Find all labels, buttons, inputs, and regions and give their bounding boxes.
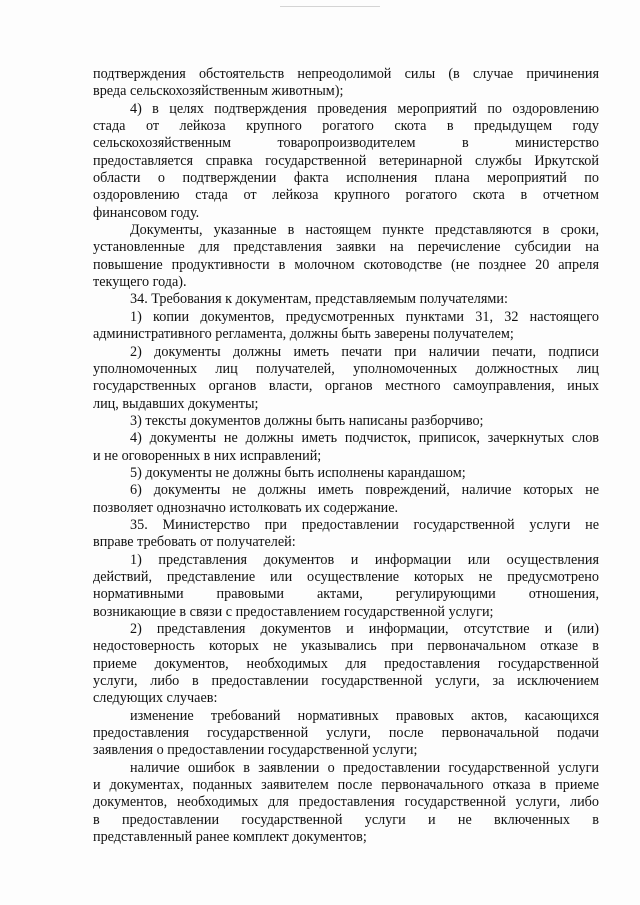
text-line: вправе требовать от получателей: (93, 534, 296, 551)
text-line: заявления о предоставлении государственной услуги; (93, 742, 418, 759)
text-line: 5) документы не должны быть исполнены карандашом; (130, 464, 466, 481)
text-line: текущего года). (93, 274, 187, 291)
text-line: в предоставлении государственной услуги и не включенных в (93, 811, 599, 828)
text-line: следующих случаев: (93, 690, 218, 707)
text-line: финансовом году. (93, 204, 200, 221)
paragraph (93, 66, 599, 101)
text-line: 6) документы не должны иметь повреждений, наличие которых не (130, 482, 599, 499)
text-line: действий, представление или осуществление которых не предусмотрено (93, 568, 599, 585)
text-line: административного регламента, должны быть заверены получателем; (93, 326, 514, 343)
text-line: и не оговоренных в них исправлений; (93, 447, 322, 464)
document-body (93, 66, 599, 846)
paragraph (93, 621, 599, 708)
text-line: наличие ошибок в заявлении о предоставлении государственной услуги (130, 759, 599, 776)
paragraph (93, 344, 599, 413)
text-line: представленный ранее комплект документов; (93, 829, 367, 846)
text-line: услуги, либо в предоставлении государственной услуги, за исключением (93, 673, 599, 690)
text-line: области о подтверждении факта исполнения плана мероприятий по (93, 170, 599, 187)
text-line: предоставляется справка государственной ветеринарной службы Иркутской (93, 152, 599, 169)
text-line: 34. Требования к документам, представляемым получателями: (130, 291, 508, 308)
text-line: 2) документы должны иметь печати при наличии печати, подписи (130, 343, 599, 360)
text-line: изменение требований нормативных правовых актов, касающихся (130, 707, 599, 724)
paragraph (93, 708, 599, 760)
paragraph (93, 291, 599, 308)
text-line: повышение продуктивности в молочном скотоводстве (не позднее 20 апреля (93, 256, 599, 273)
paragraph (93, 552, 599, 621)
text-line: 1) представления документов и информации или осуществления (130, 551, 599, 568)
paragraph (93, 101, 599, 222)
text-line: Документы, указанные в настоящем пункте представляются в сроки, (130, 222, 599, 239)
text-line: оздоровлению стада от лейкоза крупного рогатого скота в отчетном (93, 187, 599, 204)
text-line: 2) представления документов и информации, отсутствие и (или) (130, 621, 599, 637)
text-line: 3) тексты документов должны быть написаны разборчиво; (130, 412, 484, 429)
paragraph (93, 413, 599, 430)
text-line: установленные для представления заявки на перечисление субсидии на (93, 239, 599, 256)
text-line: 1) копии документов, предусмотренных пунктами 31, 32 настоящего (130, 308, 599, 325)
text-line: документов, необходимых для предоставления государственной услуги, либо (93, 794, 599, 811)
text-line: уполномоченных лиц получателей, уполномоченных должностных лиц (93, 360, 599, 377)
paragraph (93, 309, 599, 344)
text-line: возникающие в связи с предоставлением государственной услуги; (93, 603, 494, 620)
scan-edge-line (280, 6, 380, 7)
paragraph (93, 517, 599, 552)
paragraph (93, 760, 599, 847)
paragraph (93, 482, 599, 517)
paragraph (93, 222, 599, 291)
text-line: стада от лейкоза крупного рогатого скота в предыдущем году (93, 118, 599, 135)
text-line: вреда сельскохозяйственным животным); (93, 83, 344, 100)
text-line: и документах, поданных заявителем после первоначального отказа в приеме (93, 777, 599, 794)
text-line: подтверждения обстоятельств непреодолимой силы (в случае причинения (93, 66, 599, 82)
text-line: 4) в целях подтверждения проведения мероприятий по оздоровлению (130, 100, 599, 117)
text-line: приеме документов, необходимых для предоставления государственной (93, 655, 599, 672)
paragraph (93, 430, 599, 465)
text-line: сельскохозяйственным товаропроизводителем в министерство (93, 135, 599, 152)
text-line: недостоверность которых не указывались при первоначальном отказе в (93, 638, 599, 655)
text-line: нормативными правовыми актами, регулирующими отношения, (93, 586, 599, 603)
text-line: государственных органов власти, органов местного самоуправления, иных (93, 378, 599, 395)
paragraph (93, 465, 599, 482)
text-line: позволяет однозначно истолковать их содержание. (93, 499, 399, 516)
text-line: 4) документы не должны иметь подчисток, приписок, зачеркнутых слов (130, 430, 599, 447)
text-line: предоставления государственной услуги, после первоначальной подачи (93, 725, 599, 742)
text-line: лиц, выдавших документы; (93, 395, 259, 412)
text-line: 35. Министерство при предоставлении государственной услуги не (130, 516, 599, 533)
